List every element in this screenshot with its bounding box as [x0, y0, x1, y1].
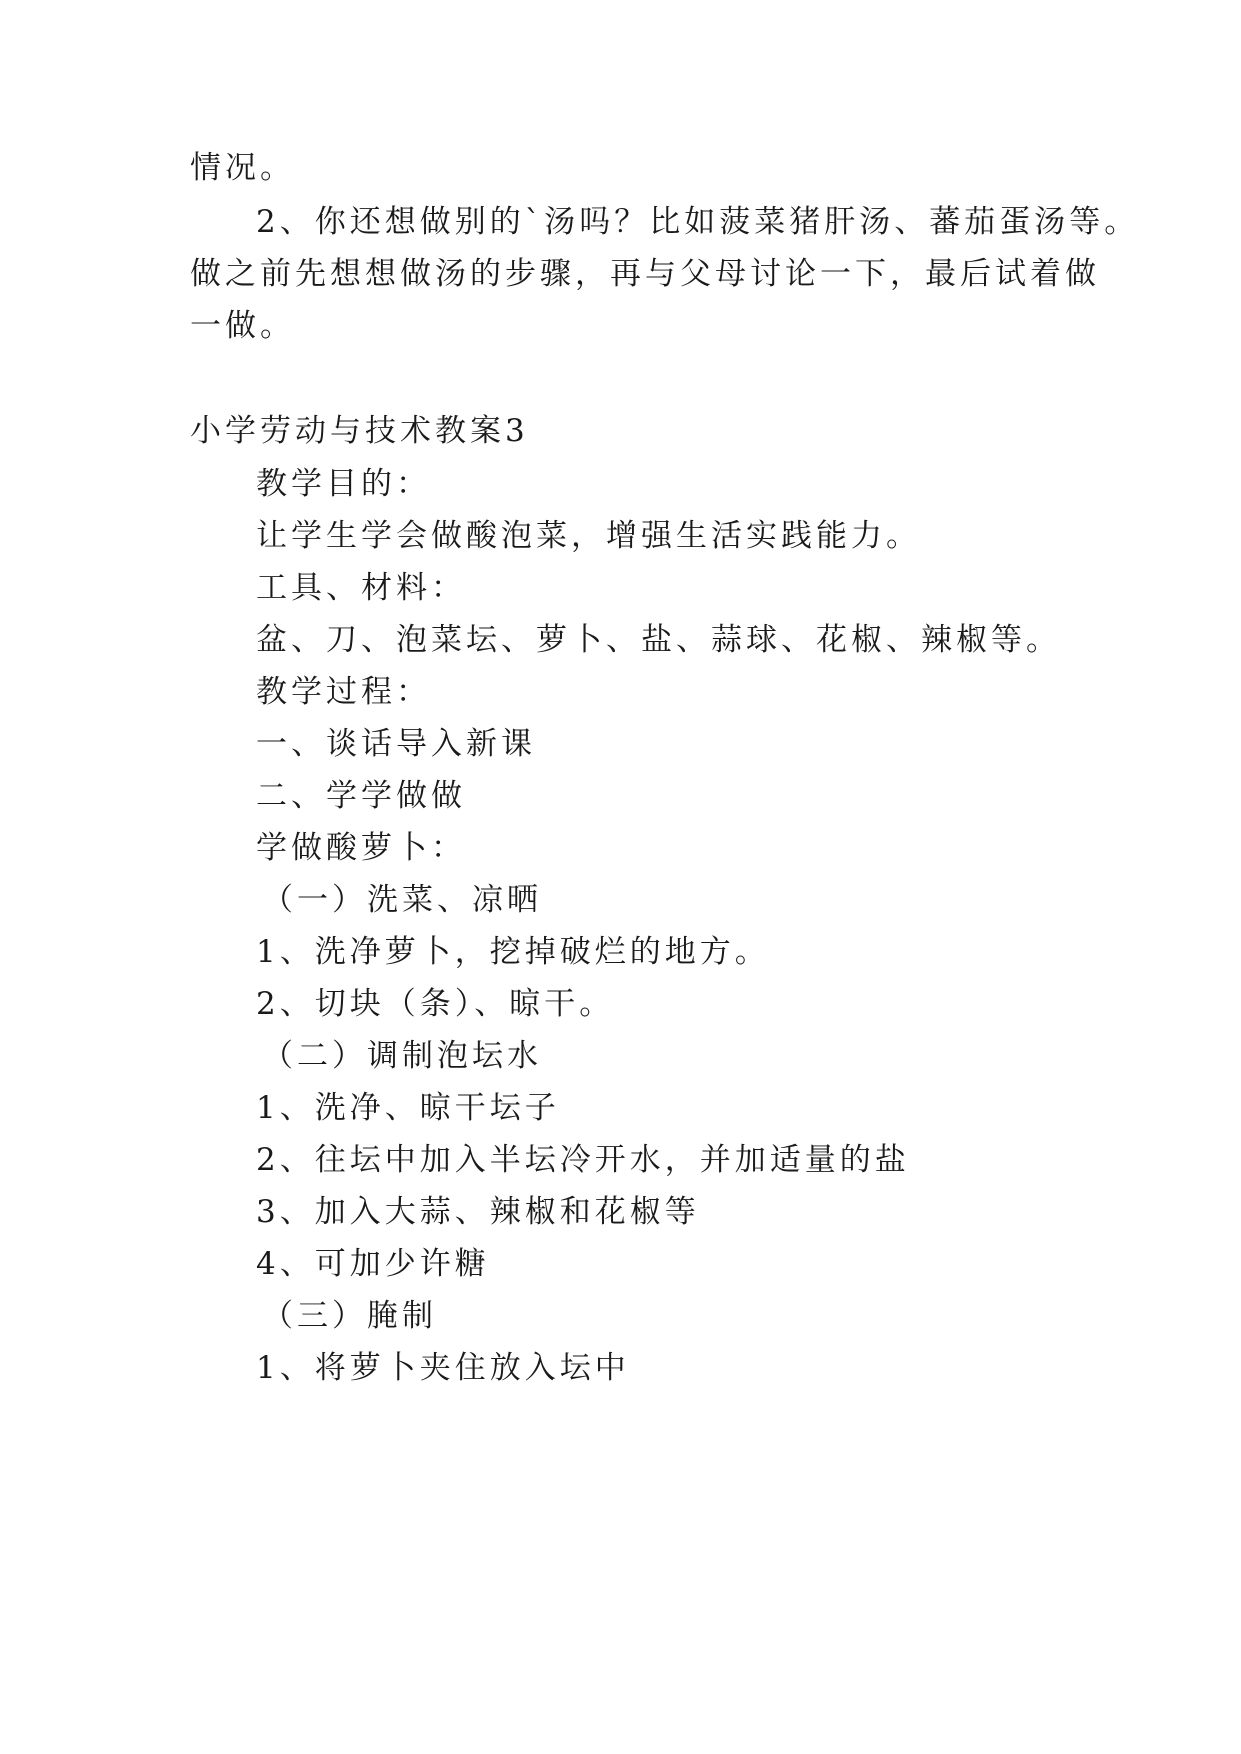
step-heading: 二、学学做做 [256, 778, 466, 814]
process-heading: 教学过程： [256, 674, 431, 710]
paragraph-line: 2、你还想做别的`汤吗？比如菠菜猪肝汤、蕃茄蛋汤等。 [256, 204, 1140, 240]
list-item: 2、往坛中加入半坛冷开水，并加适量的盐 [256, 1142, 910, 1178]
paragraph-line: 情况。 [190, 150, 295, 186]
subheading: 学做酸萝卜： [256, 830, 466, 866]
list-item: 3、加入大蒜、辣椒和花椒等 [256, 1194, 700, 1230]
list-item: 1、将萝卜夹住放入坛中 [256, 1350, 630, 1386]
step-heading: 一、谈话导入新课 [256, 726, 536, 762]
list-item: 1、洗净萝卜，挖掉破烂的地方。 [256, 934, 770, 970]
section-title: 小学劳动与技术教案3 [190, 413, 529, 449]
list-item: 1、洗净、晾干坛子 [256, 1090, 560, 1126]
list-item: 2、切块（条）、晾干。 [256, 986, 615, 1022]
part-title: （三）腌制 [262, 1298, 437, 1334]
objective-heading: 教学目的： [256, 466, 431, 502]
part-title: （二）调制泡坛水 [262, 1038, 542, 1074]
materials-heading: 工具、材料： [256, 570, 466, 606]
paragraph-line: 做之前先想想做汤的步骤，再与父母讨论一下，最后试着做 [190, 256, 1100, 292]
part-title: （一）洗菜、凉晒 [262, 882, 542, 918]
paragraph-line: 一做。 [190, 308, 295, 344]
materials-text: 盆、刀、泡菜坛、萝卜、盐、蒜球、花椒、辣椒等。 [256, 622, 1061, 658]
list-item: 4、可加少许糖 [256, 1246, 490, 1282]
objective-text: 让学生学会做酸泡菜，增强生活实践能力。 [256, 518, 921, 554]
